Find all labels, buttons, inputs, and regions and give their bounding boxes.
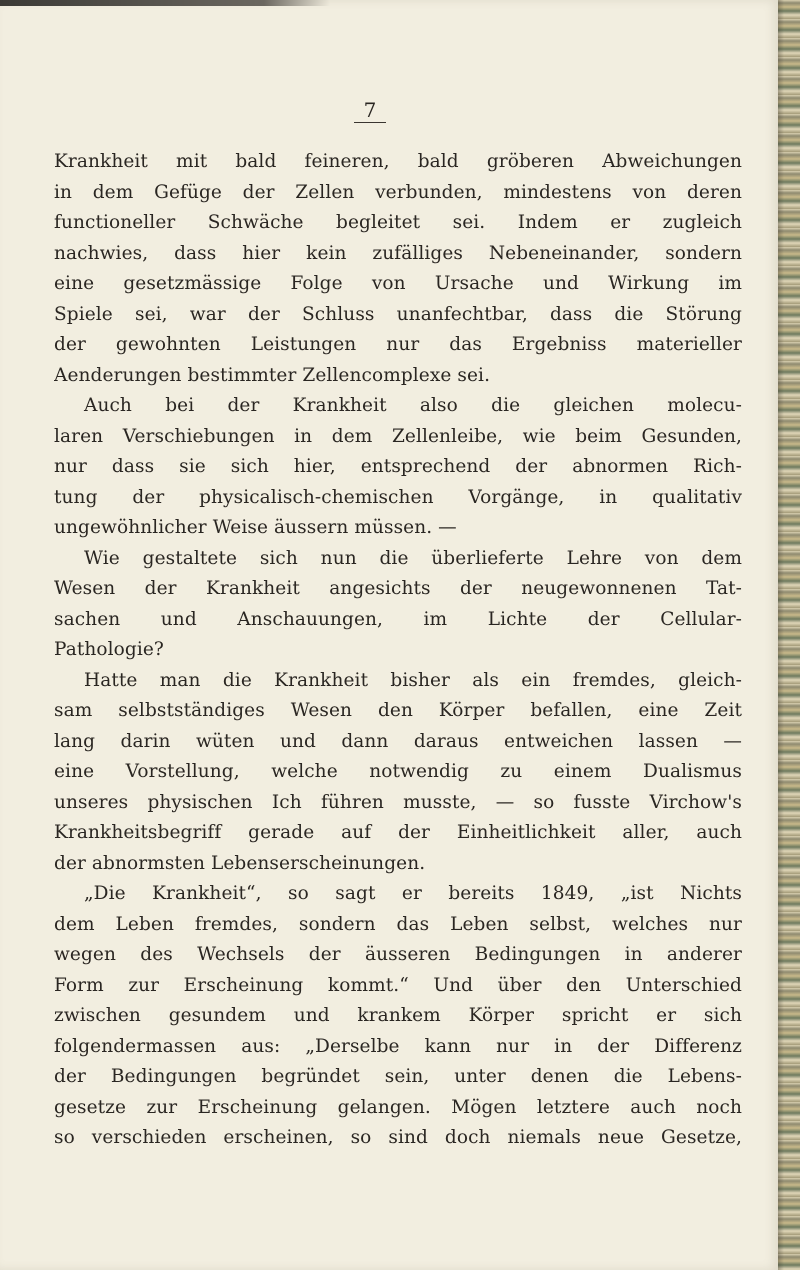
text-line: Wesen der Krankheit angesichts der neugewonnenen Tat- bbox=[54, 578, 742, 599]
text-line: Auch bei der Krankheit also die gleichen molecu- bbox=[84, 395, 742, 416]
text-line: gesetze zur Erscheinung gelangen. Mögen letztere auch noch bbox=[54, 1096, 742, 1118]
text-line: Krankheitsbegriff gerade auf der Einheitlichkeit aller, auch bbox=[54, 822, 742, 843]
text-line: „Die Krankheit“, so sagt er bereits 1849, „ist Nichts bbox=[84, 883, 742, 904]
page-number-text: 7 bbox=[354, 98, 387, 123]
text-line: unseres physischen Ich führen musste, — so fusste Virchow's bbox=[54, 791, 742, 813]
text-line: Form zur Erscheinung kommt.“ Und über den Unterschied bbox=[54, 974, 742, 996]
page-edge-strip bbox=[778, 0, 800, 1270]
text-line: sam selbstständiges Wesen den Körper befallen, eine Zeit bbox=[54, 700, 742, 721]
text-line: nur dass sie sich hier, entsprechend der abnormen Rich- bbox=[54, 456, 742, 477]
text-line: laren Verschiebungen in dem Zellenleibe, wie beim Gesunden, bbox=[54, 425, 742, 447]
text-line: nachwies, dass hier kein zufälliges Nebeneinander, sondern bbox=[54, 242, 742, 264]
text-line: Krankheit mit bald feineren, bald gröberen Abweichungen bbox=[54, 151, 742, 172]
text-line: Aenderungen bestimmter Zellencomplexe sei. bbox=[54, 364, 491, 386]
text-line: so verschieden erscheinen, so sind doch niemals neue Gesetze, bbox=[54, 1127, 742, 1148]
page-number bbox=[0, 98, 780, 123]
text-line: folgendermassen aus: „Derselbe kann nur in der Differenz bbox=[54, 1035, 742, 1057]
text-line: der Bedingungen begründet sein, unter denen die Lebens- bbox=[54, 1066, 742, 1087]
text-line: der gewohnten Leistungen nur das Ergebniss materieller bbox=[54, 334, 742, 355]
text-line: lang darin wüten und dann daraus entweichen lassen — bbox=[54, 730, 742, 752]
text-line: Pathologie? bbox=[54, 639, 164, 660]
text-line: Hatte man die Krankheit bisher als ein fremdes, gleich- bbox=[84, 669, 742, 691]
text-line: Wie gestaltete sich nun die überlieferte Lehre von dem bbox=[84, 547, 742, 569]
text-line: eine gesetzmässige Folge von Ursache und Wirkung im bbox=[54, 273, 742, 294]
body-text bbox=[54, 147, 742, 1154]
text-line: wegen des Wechsels der äusseren Bedingungen in anderer bbox=[54, 944, 742, 965]
text-line: dem Leben fremdes, sondern das Leben selbst, welches nur bbox=[54, 913, 742, 935]
text-line: ungewöhnlicher Weise äussern müssen. — bbox=[54, 517, 457, 538]
text-line: Spiele sei, war der Schluss unanfechtbar, dass die Störung bbox=[54, 303, 742, 325]
text-line: in dem Gefüge der Zellen verbunden, mindestens von deren bbox=[54, 181, 742, 203]
text-line: tung der physicalisch-chemischen Vorgänge, in qualitativ bbox=[54, 486, 742, 508]
text-line: zwischen gesundem und krankem Körper spricht er sich bbox=[54, 1005, 742, 1026]
text-line: functioneller Schwäche begleitet sei. Indem er zugleich bbox=[54, 212, 742, 233]
text-line: der abnormsten Lebenserscheinungen. bbox=[54, 852, 426, 874]
text-line: eine Vorstellung, welche notwendig zu einem Dualismus bbox=[54, 761, 742, 782]
text-line: sachen und Anschauungen, im Lichte der Cellular- bbox=[54, 608, 742, 630]
scan-top-edge bbox=[0, 0, 330, 6]
